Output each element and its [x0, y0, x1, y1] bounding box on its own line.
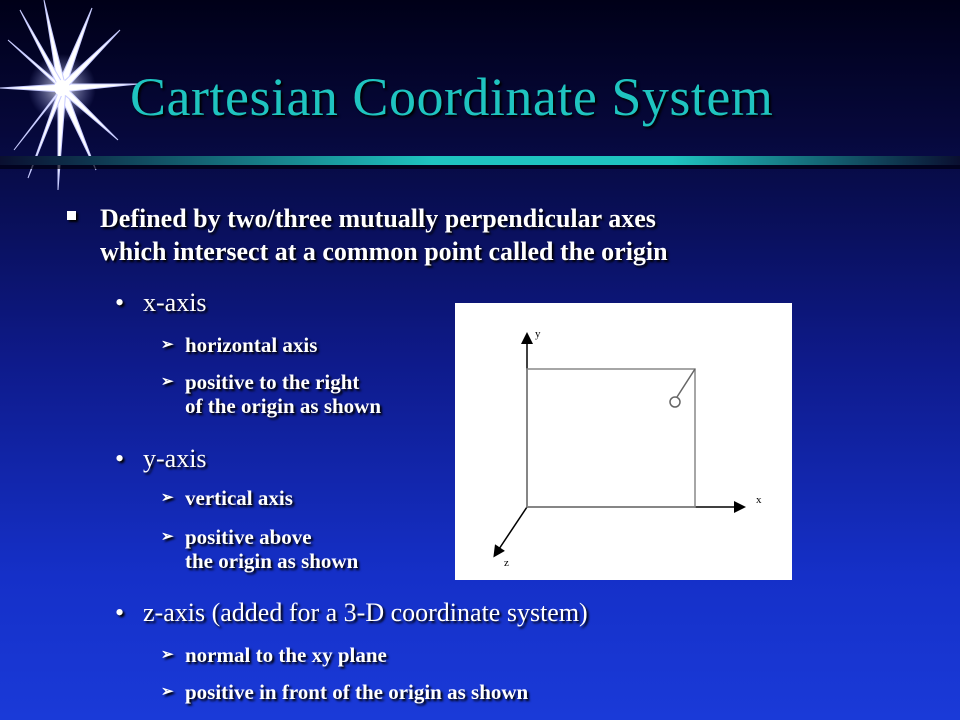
sub-bullet-text: the origin as shown: [185, 549, 359, 573]
sub-bullet: [161, 370, 382, 418]
sub-bullet: [161, 680, 529, 704]
sub-bullet-text: of the origin as shown: [185, 394, 382, 418]
coordinate-diagram: [455, 303, 792, 580]
bullet-x-axis: [115, 288, 207, 318]
arrow-bullet-icon: ➢: [161, 647, 174, 663]
sub-bullet-text: normal to the xy plane: [185, 643, 387, 667]
coordinate-diagram-svg: [455, 303, 792, 580]
main-bullet: [100, 202, 820, 268]
slide-title: Cartesian Coordinate System: [130, 67, 774, 127]
bullet-x-axis-label: x-axis: [143, 288, 207, 317]
square-bullet-icon: [67, 211, 76, 220]
sub-bullet-text: positive to the right: [185, 370, 360, 394]
arrow-bullet-icon: ➢: [161, 529, 174, 545]
sub-bullet: [161, 486, 293, 510]
sub-bullet: [161, 643, 387, 667]
point-leader-line: [677, 369, 695, 397]
z-axis-label: z: [504, 557, 509, 569]
arrow-bullet-icon: ➢: [161, 374, 174, 390]
arrow-bullet-icon: ➢: [161, 490, 174, 506]
z-axis-line: [495, 507, 527, 555]
sub-bullet-text: horizontal axis: [185, 333, 318, 357]
bullet-y-axis: [115, 444, 207, 474]
arrow-bullet-icon: ➢: [161, 684, 174, 700]
bullet-z-axis: [115, 598, 588, 628]
sub-bullet-text: positive in front of the origin as shown: [185, 680, 529, 704]
round-bullet-icon: •: [115, 598, 125, 627]
projection-rectangle: [527, 369, 695, 507]
main-bullet-line-2: which intersect at a common point called the origin: [100, 237, 668, 266]
sub-bullet: [161, 333, 318, 357]
main-bullet-line-1: Defined by two/three mutually perpendicular axes: [100, 204, 656, 233]
y-axis-label: y: [535, 328, 541, 340]
bullet-z-axis-label: z-axis (added for a 3-D coordinate system): [143, 598, 588, 627]
sub-bullet: [161, 525, 359, 573]
round-bullet-icon: •: [115, 444, 125, 473]
sub-bullet-text: vertical axis: [185, 486, 293, 510]
point-marker: [670, 397, 680, 407]
round-bullet-icon: •: [115, 288, 125, 317]
bullet-y-axis-label: y-axis: [143, 444, 207, 473]
sub-bullet-text: positive above: [185, 525, 312, 549]
x-axis-label: x: [756, 494, 762, 506]
arrow-bullet-icon: ➢: [161, 337, 174, 353]
